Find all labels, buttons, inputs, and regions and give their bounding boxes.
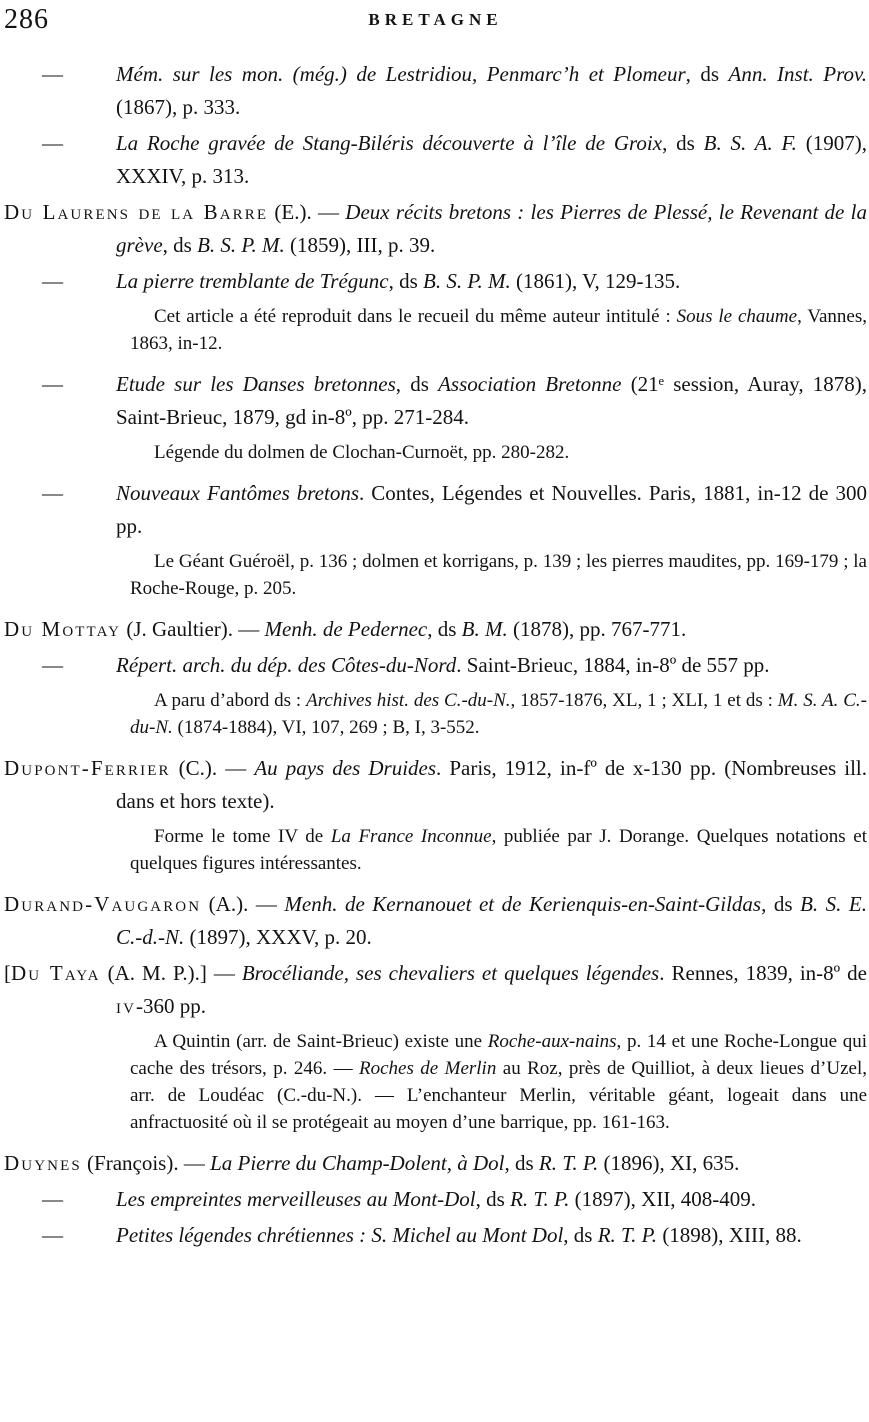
entry-text-segment: (A.). — <box>201 892 285 916</box>
entry-text-segment: B. M. <box>461 617 508 641</box>
entry-text-segment: Archives hist. des C.-du-N. <box>306 690 511 711</box>
entry-text-segment: (21ᵉ session, Auray, 1878), Saint-Brieuc, 1879, gd in-8º, pp. 271-284. <box>116 372 868 429</box>
entry-text-segment: , 1857-1876, XL, 1 ; XLI, 1 et ds : <box>510 690 778 711</box>
entry-text-segment: La Roche gravée de Stang-Biléris découverte à l’île de Groix <box>116 131 663 155</box>
same-author-dash: — <box>42 372 63 396</box>
entry-text-segment: -360 pp. <box>136 994 207 1018</box>
entry-text-segment: Ann. Inst. Prov. <box>728 62 867 86</box>
page-number: 286 <box>4 4 49 35</box>
bibliography-entry <box>4 752 867 818</box>
bibliography-note <box>4 823 867 877</box>
entry-text-segment: (1907), XXXIV, p. 313. <box>116 131 867 188</box>
bibliography-entry <box>4 368 867 434</box>
same-author-dash: — <box>42 62 63 86</box>
entry-text-segment: Brocéliande, ses chevaliers et quelques légendes <box>241 961 660 985</box>
entry-text-segment: Nouveaux Fantômes bretons <box>116 481 360 505</box>
entry-text-segment: (1859), III, p. 39. <box>284 233 436 257</box>
entry-text-segment: B. S. A. F. <box>703 131 797 155</box>
entry-text-segment: Duynes <box>4 1151 82 1175</box>
entry-text-segment: , ds <box>761 892 801 916</box>
same-author-dash: — <box>42 481 63 505</box>
entry-text-segment: B. S. P. M. <box>423 269 511 293</box>
entry-text-segment: , ds <box>563 1223 598 1247</box>
entry-text-segment: Roches de Merlin <box>358 1058 497 1079</box>
bibliography-entry <box>4 196 867 262</box>
same-author-dash: — <box>42 1223 63 1247</box>
same-author-dash: — <box>42 269 63 293</box>
entry-text-segment: , ds <box>395 372 439 396</box>
entry-text-segment: Dupont-Ferrier <box>4 756 171 780</box>
entry-text-segment: , ds <box>162 233 198 257</box>
bibliography-note <box>4 548 867 602</box>
running-title: BRETAGNE <box>368 10 503 29</box>
bibliography-entry <box>4 127 867 193</box>
entry-text-segment: Du Taya <box>11 961 101 985</box>
bibliography-entry <box>4 613 867 646</box>
entry-text-segment: Deux récits bretons : les Pierres de Plessé, le Revenant de la grève <box>116 200 867 257</box>
entry-text-segment: Les empreintes merveilleuses au Mont-Dol <box>116 1187 476 1211</box>
entry-text-segment: , p. 14 et une Roche-Longue qui cache des trésors, p. 246. — <box>130 1031 867 1079</box>
bibliography-entry <box>4 649 867 682</box>
entry-text-segment: Roche-aux-nains <box>487 1031 617 1052</box>
entry-text-segment: (François). — <box>81 1151 211 1175</box>
entry-text-segment: Petites légendes chrétiennes : S. Michel au Mont Dol <box>116 1223 564 1247</box>
entry-text-segment: R. T. P. <box>510 1187 570 1211</box>
entry-text-segment: , ds <box>504 1151 539 1175</box>
entry-text-segment: A Quintin (arr. de Saint-Brieuc) existe une <box>154 1031 488 1052</box>
entry-text-segment: Association Bretonne <box>438 372 622 396</box>
entry-text-segment: A paru d’abord ds : <box>154 690 307 711</box>
entry-text-segment: , Vannes, 1863, in-12. <box>130 306 867 354</box>
entry-text-segment: R. T. P. <box>597 1223 658 1247</box>
entry-text-segment: Sous le chaume <box>676 306 798 327</box>
entry-text-segment: (J. Gaultier). — <box>121 617 265 641</box>
bibliography-entry <box>4 265 867 298</box>
entry-text-segment: , ds <box>662 131 704 155</box>
entry-text-segment: , ds <box>685 62 729 86</box>
entry-text-segment: (1878), pp. 767-771. <box>507 617 687 641</box>
entry-text-segment: , ds <box>388 269 424 293</box>
entry-text-segment: . Paris, 1912, in-fº de x-130 pp. (Nombreuses ill. dans et hors texte). <box>116 756 868 813</box>
bibliography-entry <box>4 1147 867 1180</box>
bibliography-note <box>4 1028 867 1136</box>
entry-text-segment: (1867), p. 333. <box>116 95 241 119</box>
entry-text-segment: au Roz, près de Quilliot, à deux lieues d’Uzel, arr. de Loudéac (C.-du-N.). — L’enchanteur Merlin, véritable géant, logeait dans une anfractuosité où il se protégeait au moyen d’une barrique, pp. 161-163. <box>130 1058 867 1133</box>
entry-text-segment: R. T. P. <box>538 1151 599 1175</box>
entry-text-segment: Au pays des Druides <box>254 756 437 780</box>
entry-text-segment: M. S. A. C.-du-N. <box>130 690 868 738</box>
entry-text-segment: B. S. P. M. <box>197 233 285 257</box>
entry-text-segment: , ds <box>427 617 462 641</box>
entry-text-segment: Cet article a été reproduit dans le recueil du même auteur intitulé : <box>154 306 677 327</box>
entry-text-segment: Répert. arch. du dép. des Côtes-du-Nord <box>116 653 457 677</box>
entry-text-segment: . Saint-Brieuc, 1884, in-8º de 557 pp. <box>456 653 770 677</box>
bibliography-note <box>4 303 867 357</box>
entry-text-segment: (C.). — <box>170 756 255 780</box>
entry-text-segment: (1874-1884), VI, 107, 269 ; B, I, 3-552. <box>172 717 480 738</box>
entry-text-segment: Légende du dolmen de Clochan-Curnoët, pp. 280-282. <box>154 442 570 463</box>
entry-text-segment: , publiée par J. Dorange. Quelques notations et quelques figures intéressantes. <box>130 826 867 874</box>
bibliography-entry <box>4 1219 867 1252</box>
entry-text-segment: La pierre tremblante de Trégunc <box>116 269 389 293</box>
entry-text-segment: Mém. sur les mon. (még.) de Lestridiou, Penmarc’h et Plomeur <box>116 62 686 86</box>
entry-text-segment: (1897), XII, 408-409. <box>569 1187 757 1211</box>
entry-text-segment: Forme le tome IV de <box>154 826 331 847</box>
entry-text-segment: Menh. de Pedernec <box>264 617 428 641</box>
entry-text-segment: (1896), XI, 635. <box>598 1151 740 1175</box>
entry-text-segment: (A. M. P.).] — <box>100 961 242 985</box>
same-author-dash: — <box>42 653 63 677</box>
bibliography-entry <box>4 957 867 1023</box>
entry-text-segment: Durand-Vaugaron <box>4 892 202 916</box>
bibliography-entry <box>4 1183 867 1216</box>
bibliography-note <box>4 687 867 741</box>
entry-text-segment: La France Inconnue <box>330 826 492 847</box>
entry-text-segment: B. S. E. C.-d.-N. <box>116 892 867 949</box>
entry-text-segment: (1898), XIII, 88. <box>657 1223 802 1247</box>
entry-text-segment: . Rennes, 1839, in-8º de <box>659 961 868 985</box>
entry-text-segment: , ds <box>475 1187 511 1211</box>
entry-text-segment: . Contes, Légendes et Nouvelles. Paris, 1881, in-12 de 300 pp. <box>116 481 868 538</box>
bibliography-entry <box>4 477 867 543</box>
same-author-dash: — <box>42 1187 63 1211</box>
entry-text-segment: La Pierre du Champ-Dolent, à Dol <box>210 1151 505 1175</box>
entry-text-segment: [ <box>4 961 11 985</box>
bibliography-entry <box>4 58 867 124</box>
entry-text-segment: (E.). — <box>268 200 346 224</box>
bibliography-entry <box>4 888 867 954</box>
entry-text-segment: Du Mottay <box>4 617 122 641</box>
entry-text-segment: Du Laurens de la Barre <box>4 200 269 224</box>
entry-text-segment: Etude sur les Danses bretonnes <box>116 372 396 396</box>
entry-text-segment: Le Géant Guéroël, p. 136 ; dolmen et korrigans, p. 139 ; les pierres maudites, pp. 169-179 ; la Roche-Rouge, p. 205. <box>130 551 867 599</box>
page-header <box>4 4 867 42</box>
entry-text-segment: Menh. de Kernanouet et de Kerienquis-en-Saint-Gildas <box>284 892 762 916</box>
entry-text-segment: (1861), V, 129-135. <box>510 269 681 293</box>
bibliography-note <box>4 439 867 466</box>
same-author-dash: — <box>42 131 63 155</box>
bibliography-list <box>4 58 867 1252</box>
entry-text-segment: (1897), XXXV, p. 20. <box>184 925 372 949</box>
entry-text-segment: iv <box>116 994 137 1018</box>
